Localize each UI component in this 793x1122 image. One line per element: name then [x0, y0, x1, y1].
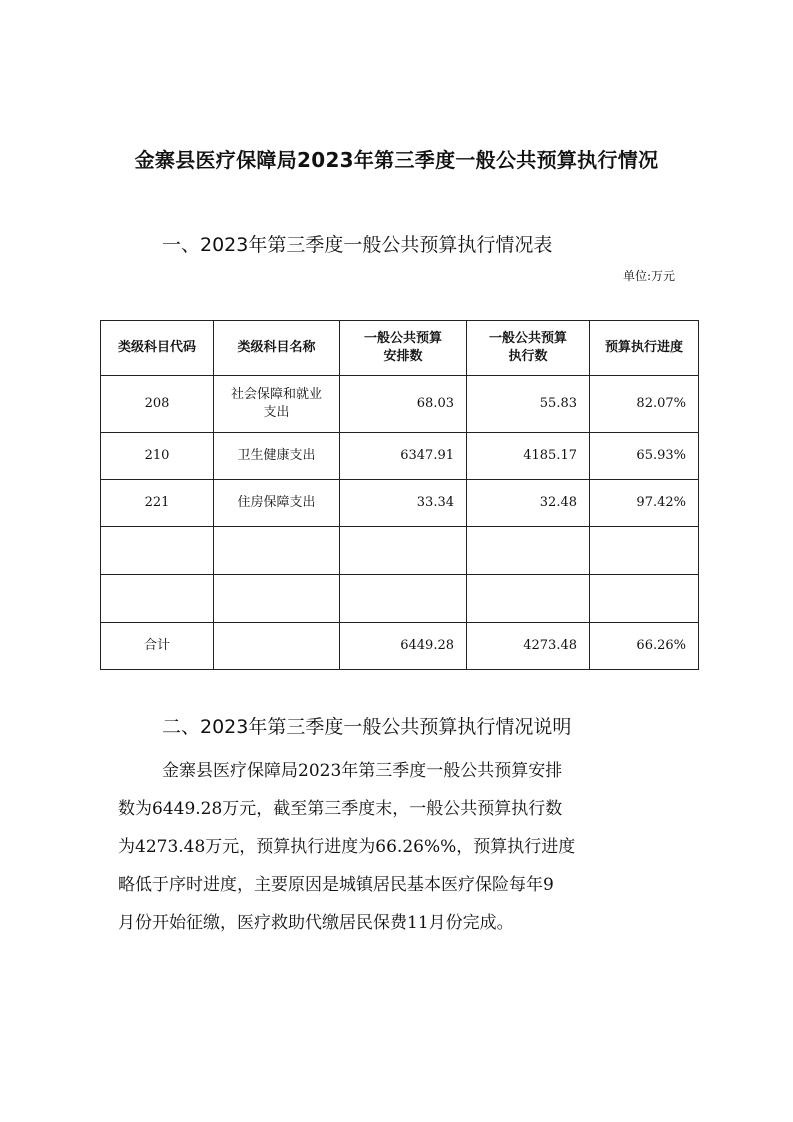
cell-name: 社会保障和就业支出: [214, 376, 340, 433]
document-title: 金寨县医疗保障局2023年第三季度一般公共预算执行情况: [134, 148, 659, 172]
explanation-paragraph: [118, 752, 688, 942]
cell-code: 210: [101, 433, 214, 480]
cell-executed: [467, 575, 590, 623]
header-progress: 预算执行进度: [590, 321, 699, 376]
section2-heading: 二、2023年第三季度一般公共预算执行情况说明: [162, 716, 572, 738]
unit-label: 单位:万元: [622, 269, 675, 283]
cell-arranged: [340, 575, 467, 623]
total-progress: 66.26%: [590, 623, 699, 670]
cell-code: [101, 575, 214, 623]
table-row-empty: [101, 575, 699, 623]
total-name: [214, 623, 340, 670]
cell-progress: 97.42%: [590, 480, 699, 527]
cell-arranged: 68.03: [340, 376, 467, 433]
cell-progress: [590, 575, 699, 623]
section1-heading: 一、2023年第三季度一般公共预算执行情况表: [162, 234, 553, 256]
cell-name: 卫生健康支出: [214, 433, 340, 480]
cell-executed: 32.48: [467, 480, 590, 527]
paragraph-line: 为4273.48万元，预算执行进度为66.26%%，预算执行进度: [118, 837, 576, 857]
cell-progress: 82.07%: [590, 376, 699, 433]
header-name: 类级科目名称: [214, 321, 340, 376]
table-row: [101, 376, 699, 433]
header-executed: 一般公共预算执行数: [467, 321, 590, 376]
header-code: 类级科目代码: [101, 321, 214, 376]
cell-name: [214, 575, 340, 623]
cell-arranged: 6347.91: [340, 433, 467, 480]
cell-code: [101, 527, 214, 575]
cell-name: 住房保障支出: [214, 480, 340, 527]
cell-progress: [590, 527, 699, 575]
paragraph-line: 月份开始征缴，医疗救助代缴居民保费11月份完成。: [118, 913, 514, 933]
cell-progress: 65.93%: [590, 433, 699, 480]
total-label: 合计: [101, 623, 214, 670]
paragraph-line: 数为6449.28万元，截至第三季度末，一般公共预算执行数: [118, 799, 563, 819]
total-arranged: 6449.28: [340, 623, 467, 670]
table-row: [101, 433, 699, 480]
cell-executed: 55.83: [467, 376, 590, 433]
cell-arranged: 33.34: [340, 480, 467, 527]
paragraph-line: 金寨县医疗保障局2023年第三季度一般公共预算安排: [162, 761, 563, 781]
table-row-empty: [101, 527, 699, 575]
total-executed: 4273.48: [467, 623, 590, 670]
cell-executed: 4185.17: [467, 433, 590, 480]
cell-name: [214, 527, 340, 575]
cell-code: 221: [101, 480, 214, 527]
paragraph-line: 略低于序时进度，主要原因是城镇居民基本医疗保险每年9: [118, 875, 554, 895]
table-row: [101, 480, 699, 527]
table-header-row: [101, 321, 699, 376]
table-total-row: [101, 623, 699, 670]
cell-arranged: [340, 527, 467, 575]
cell-code: 208: [101, 376, 214, 433]
cell-executed: [467, 527, 590, 575]
header-arranged: 一般公共预算安排数: [340, 321, 467, 376]
budget-table: [100, 320, 699, 670]
